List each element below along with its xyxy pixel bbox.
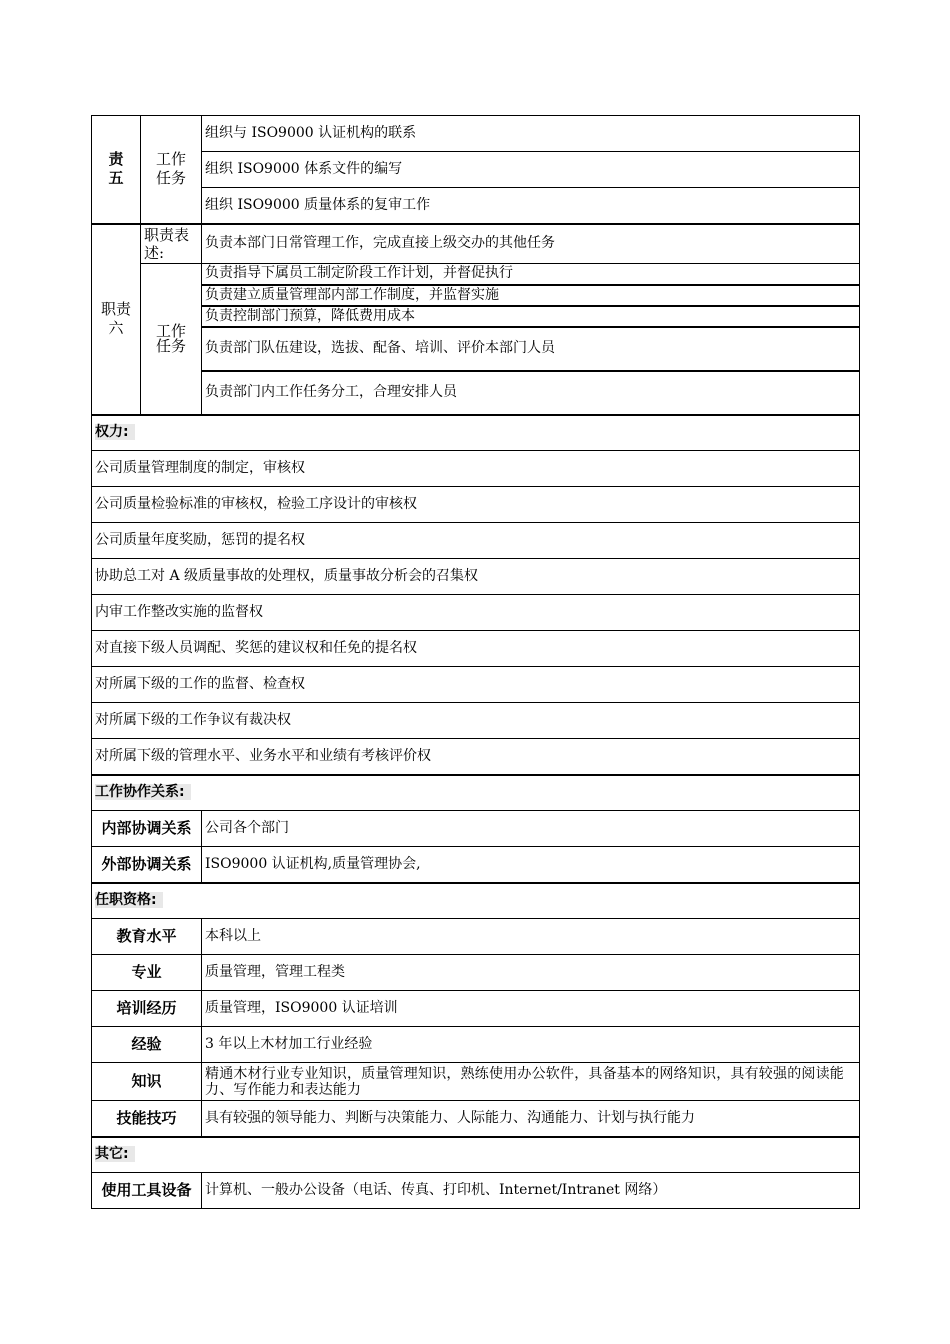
qualifications-title-cell	[92, 883, 860, 919]
power-item: 对所属下级的工作争议有裁决权	[92, 703, 860, 739]
powers-title-cell	[92, 415, 860, 451]
duty5-label	[92, 116, 141, 224]
duty6-sublabel-line2: 任务	[155, 336, 186, 355]
duty6-task: 负责控制部门预算，降低费用成本	[202, 306, 860, 327]
relation-label: 外部协调关系	[92, 847, 202, 883]
duty5-label-line1: 责	[108, 150, 124, 169]
duty6-label	[92, 224, 141, 415]
duty6-desc-label	[141, 224, 202, 264]
duty6-desc: 负责本部门日常管理工作，完成直接上级交办的其他任务	[202, 224, 860, 264]
qualification-value: 精通木材行业专业知识，质量管理知识，熟练使用办公软件，具备基本的网络知识，具有较强的阅读能力、写作能力和表达能力	[202, 1063, 860, 1101]
duty6-task: 负责部门队伍建设，选拔、配备、培训、评价本部门人员	[202, 327, 860, 371]
duty5-task: 组织 ISO9000 体系文件的编写	[202, 152, 860, 188]
qualification-value: 3 年以上木材加工行业经验	[202, 1027, 860, 1063]
power-item: 对所属下级的工作的监督、检查权	[92, 667, 860, 703]
duty6-desc-label-line2: 述:	[144, 243, 165, 262]
duty5-label-line2: 五	[108, 169, 124, 188]
qualification-label: 教育水平	[92, 919, 202, 955]
power-item: 公司质量年度奖励，惩罚的提名权	[92, 523, 860, 559]
power-item: 公司质量管理制度的制定，审核权	[92, 451, 860, 487]
job-description-sheet	[91, 115, 859, 1209]
relations-title-cell	[92, 775, 860, 811]
duty5-sublabel	[141, 116, 202, 224]
duty5-sublabel-line1: 工作	[155, 150, 186, 169]
power-item: 对所属下级的管理水平、业务水平和业绩有考核评价权	[92, 739, 860, 775]
power-item: 内审工作整改实施的监督权	[92, 595, 860, 631]
qualifications-title: 任职资格:	[95, 892, 163, 908]
qualification-label: 专业	[92, 955, 202, 991]
duty6-sublabel-line1: 工作	[155, 321, 186, 340]
qualification-value: 质量管理，管理工程类	[202, 955, 860, 991]
duty5-task: 组织与 ISO9000 认证机构的联系	[202, 116, 860, 152]
power-item: 公司质量检验标准的审核权，检验工序设计的审核权	[92, 487, 860, 523]
qualification-label: 知识	[92, 1063, 202, 1101]
duty6-label-line1: 职责	[100, 300, 131, 318]
duty6-desc-label-line1: 职责表	[144, 225, 190, 244]
duty6-task: 负责部门内工作任务分工，合理安排人员	[202, 371, 860, 415]
qualification-label: 经验	[92, 1027, 202, 1063]
duty5-task: 组织 ISO9000 质量体系的复审工作	[202, 188, 860, 224]
duty5-sublabel-line2: 任务	[155, 169, 186, 188]
others-title-cell	[92, 1137, 860, 1173]
relation-value: 公司各个部门	[202, 811, 860, 847]
qualification-value: 本科以上	[202, 919, 860, 955]
duty6-sublabel	[141, 264, 202, 415]
qualification-label: 培训经历	[92, 991, 202, 1027]
other-value: 计算机、一般办公设备（电话、传真、打印机、Internet/Intranet 网络）	[202, 1173, 860, 1209]
qualification-value: 质量管理，ISO9000 认证培训	[202, 991, 860, 1027]
others-title: 其它:	[95, 1146, 135, 1162]
qualification-label: 技能技巧	[92, 1101, 202, 1137]
duty6-task: 负责建立质量管理部内部工作制度，并监督实施	[202, 285, 860, 306]
relation-value: ISO9000 认证机构,质量管理协会,	[202, 847, 860, 883]
powers-title: 权力:	[95, 424, 135, 440]
duty6-label-line2: 六	[108, 319, 124, 337]
relations-title: 工作协作关系:	[95, 784, 191, 800]
power-item: 协助总工对 A 级质量事故的处理权，质量事故分析会的召集权	[92, 559, 860, 595]
qualification-value: 具有较强的领导能力、判断与决策能力、人际能力、沟通能力、计划与执行能力	[202, 1101, 860, 1137]
relation-label: 内部协调关系	[92, 811, 202, 847]
power-item: 对直接下级人员调配、奖惩的建议权和任免的提名权	[92, 631, 860, 667]
job-description-table	[91, 115, 860, 1209]
other-label: 使用工具设备	[92, 1173, 202, 1209]
duty6-task: 负责指导下属员工制定阶段工作计划，并督促执行	[202, 264, 860, 285]
